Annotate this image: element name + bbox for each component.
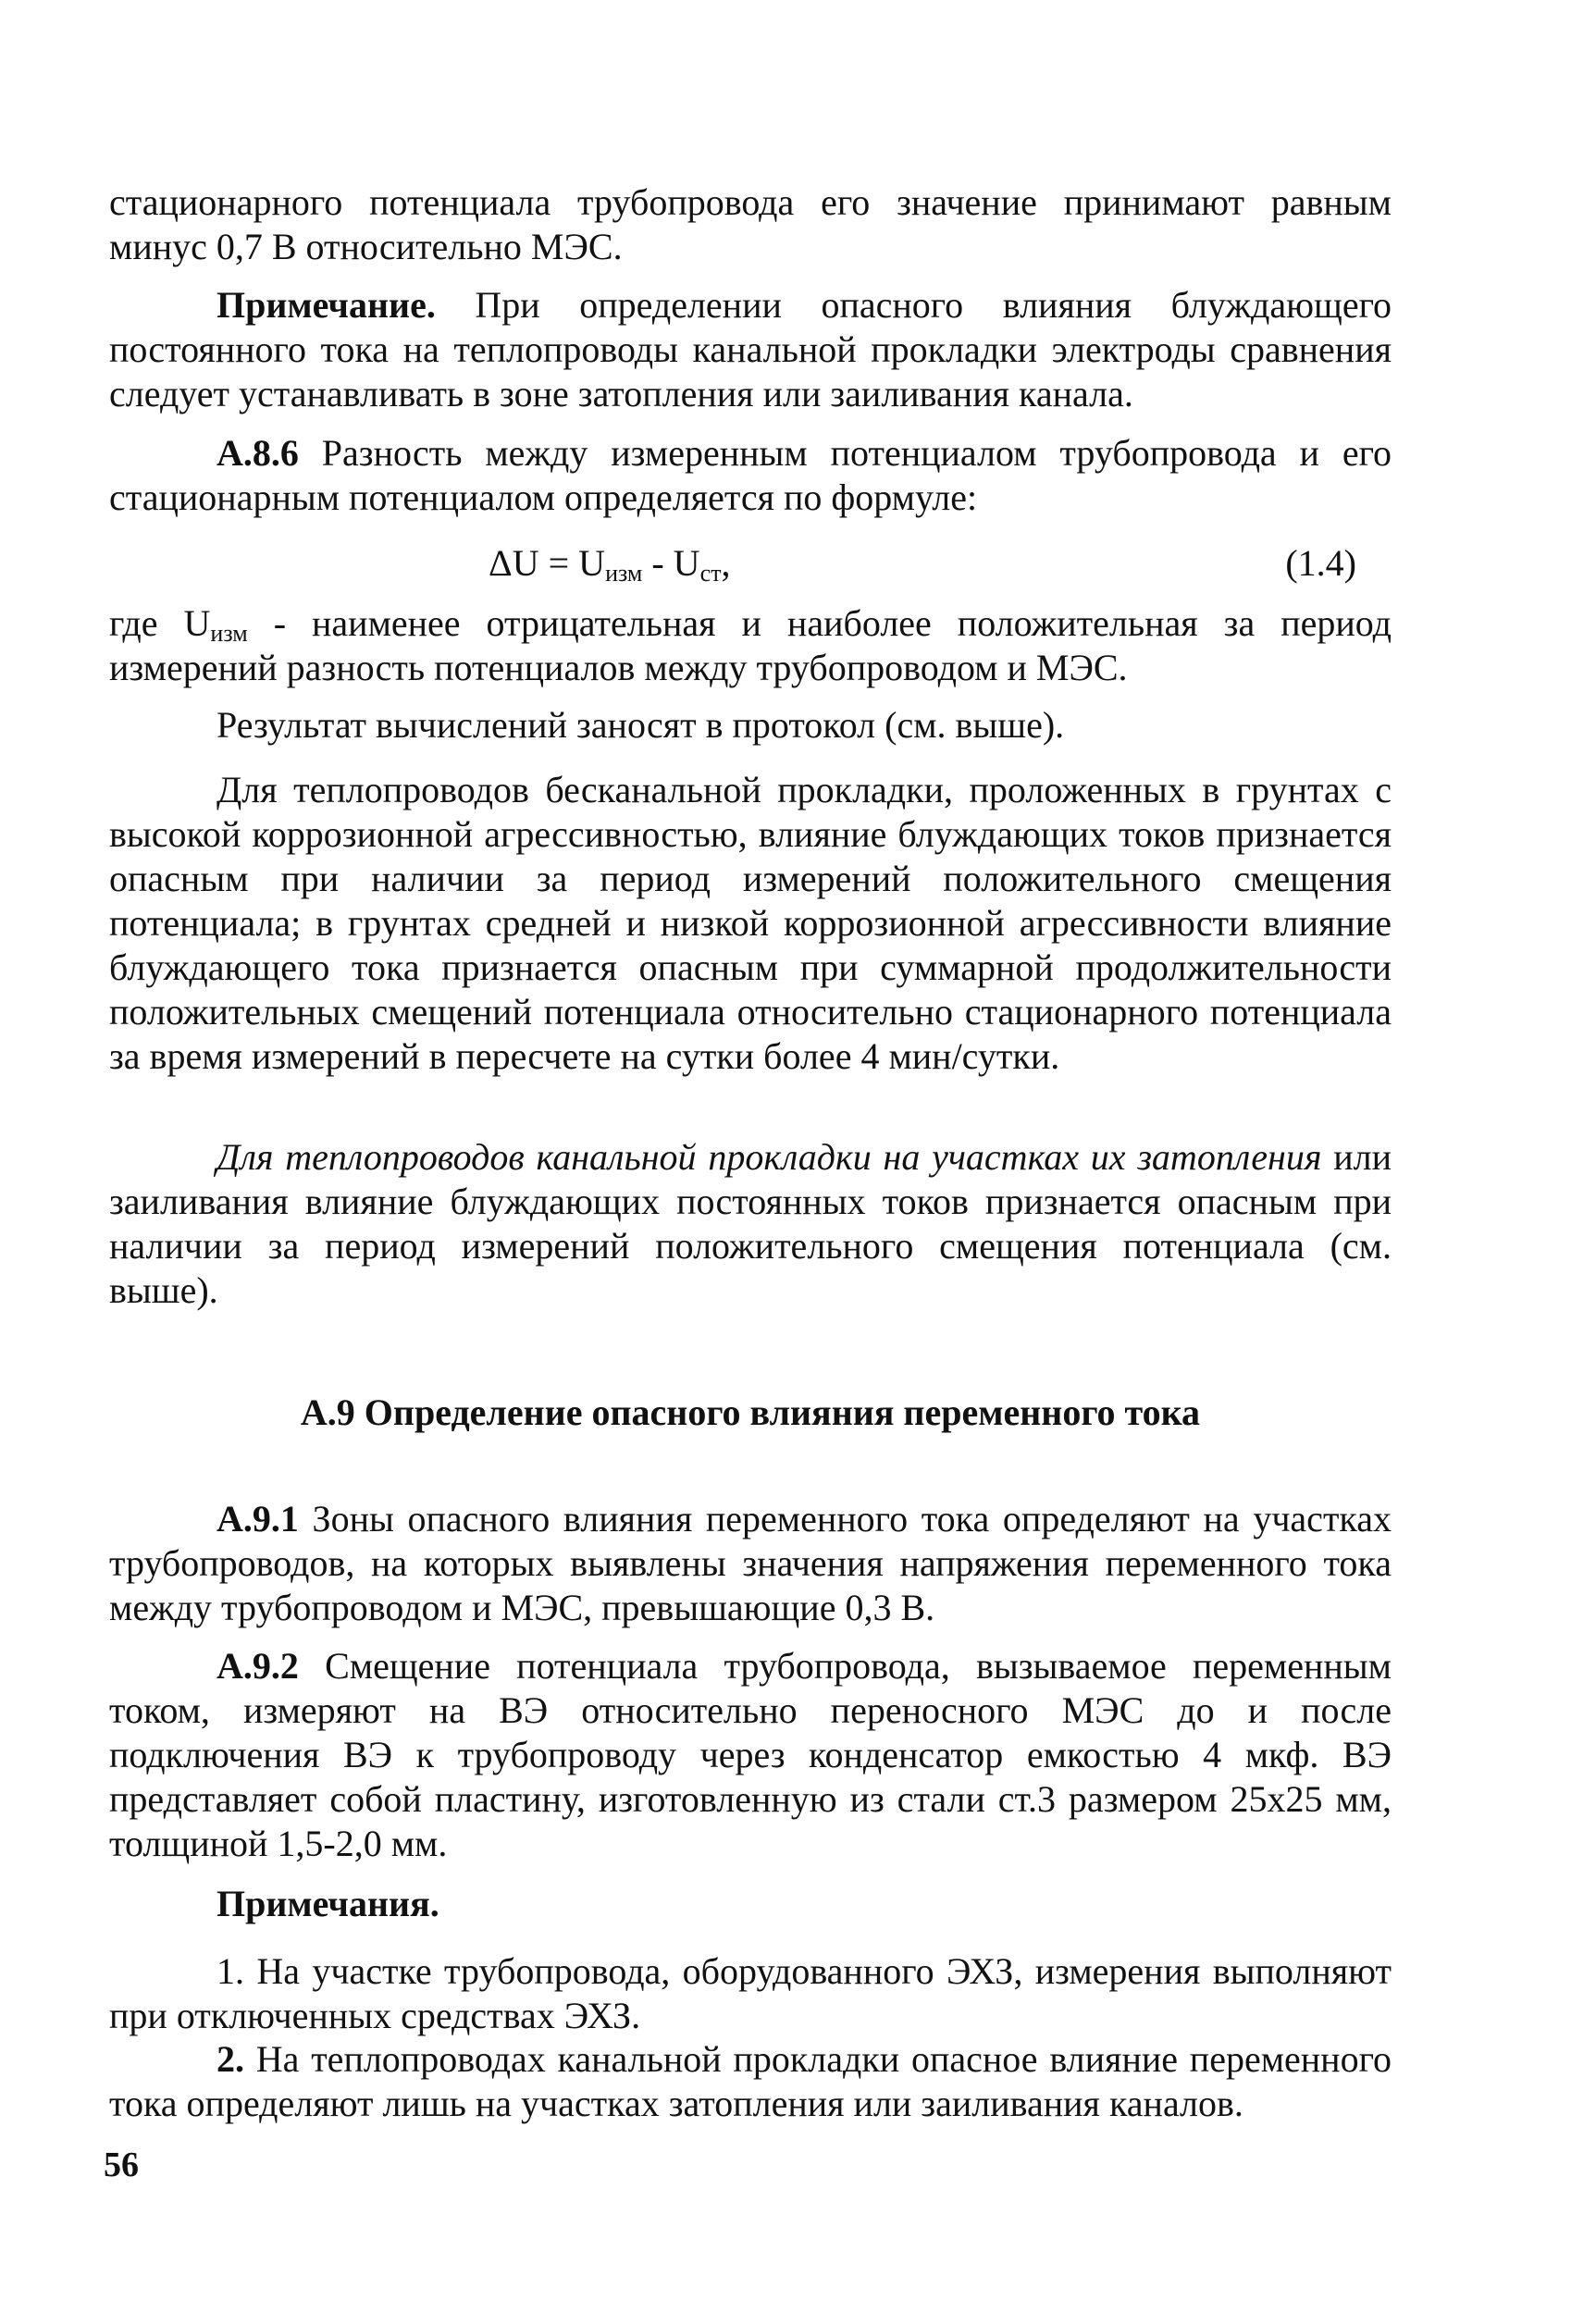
where-prefix: где U bbox=[109, 602, 211, 644]
notes-title: Примечания. bbox=[217, 1883, 439, 1924]
clause-a91 bbox=[109, 1497, 1392, 1630]
note-item-text: На участке трубопровода, оборудованного ЭХЗ, измерения выполняют при отключенных средствах ЭХЗ. bbox=[109, 1950, 1392, 2036]
kanal-italic: Для теплопроводов канальной прокладки на участках их затопления bbox=[217, 1136, 1322, 1178]
formula-row bbox=[109, 541, 1392, 586]
page-number: 56 bbox=[104, 2145, 139, 2184]
kanal-paragraph bbox=[109, 1135, 1392, 1313]
where-text: - наименее отрицательная и наиболее положительная за период измерений разность потенциалов между трубопроводом и МЭС. bbox=[109, 602, 1392, 688]
note-label: Примечание. bbox=[217, 284, 436, 326]
section-heading: А.9 Определение опасного влияния переменного тока bbox=[300, 1391, 1201, 1433]
note-item-1 bbox=[109, 1949, 1392, 2038]
formula bbox=[489, 541, 730, 586]
formula-sub-izm: изм bbox=[605, 560, 643, 587]
clause-number: А.8.6 bbox=[217, 432, 299, 474]
beskanal-paragraph: Для теплопроводов бесканальной прокладки, проложенных в грунтах с высокой коррозионной агрессивностью, влияние блуждающих токов признается опасным при наличии за период измерений положительного смещения потенциала; в грунтах средней и низкой коррозионной агрессивности влияние блуждающего тока признается опасным при суммарной продолжительности положительных смещений потенциала относительно стационарного потенциала за время измерений в пересчете на сутки более 4 мин/сутки. bbox=[109, 769, 1392, 1077]
note-item-2 bbox=[109, 2037, 1392, 2126]
paragraph-continuation: стационарного потенциала трубопровода его значение принимают равным минус 0,7 В относительно МЭС. bbox=[109, 181, 1392, 267]
clause-text: Смещение потенциала трубопровода, вызываемое переменным током, измеряют на ВЭ относительно переносного МЭС до и после подключения ВЭ к трубопроводу через конденсатор емкостью 4 мкф. ВЭ представляет собой пластину, изготовленную из стали ст.3 размером 25х25 мм, толщиной 1,5-2,0 мм. bbox=[109, 1645, 1392, 1864]
formula-sub-st: ст bbox=[699, 560, 722, 587]
note-item-number: 2. bbox=[217, 2038, 244, 2080]
formula-tail: , bbox=[721, 542, 731, 584]
formula-number: (1.4) bbox=[1285, 542, 1356, 584]
where-sub: изм bbox=[210, 620, 248, 647]
clause-text: Разность между измеренным потенциалом трубопровода и его стационарным потенциалом определяется по формуле: bbox=[109, 432, 1392, 518]
clause-text: Зоны опасного влияния переменного тока определяют на участках трубопроводов, на которых выявлены значения напряжения переменного тока между трубопроводом и МЭС, превышающие 0,3 В. bbox=[109, 1498, 1392, 1628]
clause-a92 bbox=[109, 1644, 1392, 1866]
where-paragraph bbox=[109, 601, 1392, 690]
note-paragraph bbox=[109, 283, 1392, 416]
clause-number: А.9.1 bbox=[217, 1498, 299, 1540]
formula-mid: - U bbox=[642, 542, 700, 584]
formula-lhs: ΔU = U bbox=[489, 542, 606, 584]
note-text: При определении опасного влияния блуждающего постоянного тока на теплопроводы канальной прокладки электроды сравнения следует устанавливать в зоне затопления или заиливания канала. bbox=[109, 284, 1392, 414]
note-item-text: На теплопроводах канальной прокладки опасное влияние переменного тока определяют лишь на участках затопления или заиливания каналов. bbox=[109, 2038, 1392, 2124]
clause-a86 bbox=[109, 431, 1392, 520]
clause-number: А.9.2 bbox=[217, 1645, 299, 1687]
kanal-text: или заиливания влияние блуждающих постоянных токов признается опасным при наличии за период измерений положительного смещения потенциала (см. выше). bbox=[109, 1136, 1392, 1311]
result-paragraph: Результат вычислений заносят в протокол (см. выше). bbox=[217, 704, 1065, 746]
note-item-number: 1. bbox=[217, 1950, 244, 1992]
